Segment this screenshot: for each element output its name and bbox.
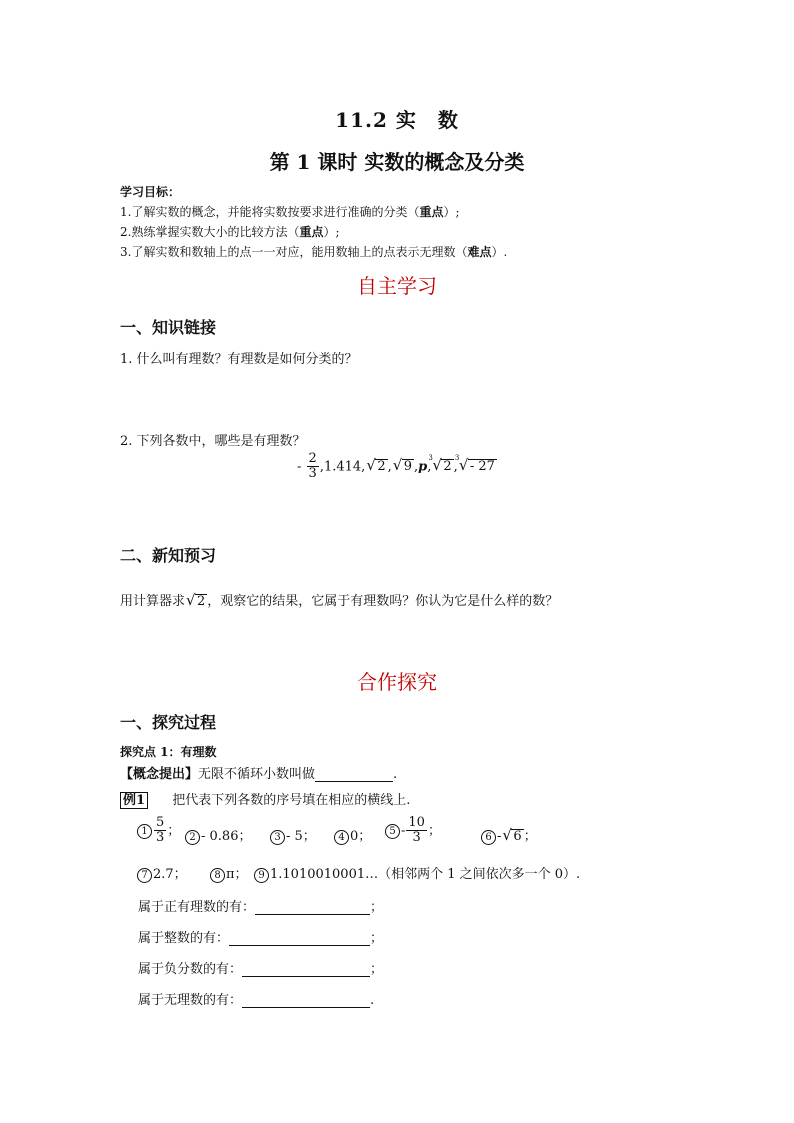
square-root [366, 456, 387, 475]
objective-number: 2. [120, 225, 132, 239]
concept-text: 无限不循环小数叫做 [198, 767, 316, 782]
objective-number: 1. [120, 205, 132, 219]
item-number: 1 [137, 824, 152, 839]
item-number: 7 [137, 868, 152, 883]
denominator: 3 [412, 830, 421, 846]
item-text: - 0.86； [201, 829, 252, 844]
radicand: - 27 [469, 459, 495, 475]
square-root [186, 591, 207, 610]
numerator: 5 [156, 815, 165, 830]
example-line [120, 789, 410, 808]
answer-line [138, 896, 383, 915]
item-number: 5 [385, 824, 400, 839]
answer-end: ； [370, 900, 384, 915]
example-item [481, 825, 537, 845]
radicand: 2 [443, 459, 452, 475]
answer-label: 属于负分数的有： [138, 962, 243, 977]
objective-suffix: ）; [443, 205, 460, 219]
objective-number: 3. [120, 245, 132, 259]
square-root [502, 826, 523, 845]
item-text: 1.1010010001…（相邻两个 1 之间依次多一个 0）. [270, 867, 581, 882]
concept-label: 【概念提出】 [120, 767, 199, 782]
answer-label: 属于整数的有： [138, 931, 230, 946]
objective-text: 了解实数的概念，并能将实数按要求进行准确的分类（ [131, 205, 420, 219]
answer-line [138, 989, 374, 1008]
comma: , [453, 459, 458, 475]
fraction [307, 452, 319, 482]
item-text: - 5； [286, 829, 316, 844]
explore-point: 探究点 1：有理数 [120, 745, 217, 759]
radicand: 2 [377, 459, 386, 475]
example-label: 例1 [120, 792, 148, 809]
pi-symbol: p [418, 459, 428, 475]
preview-text-after: ，观察它的结果，它属于有理数吗？你认为它是什么样的数？ [207, 594, 559, 609]
preview-text [120, 590, 558, 610]
objective-suffix: ）; [323, 225, 340, 239]
answer-blank[interactable] [242, 976, 370, 977]
minus-sign: - [497, 829, 502, 844]
minus-sign: - [297, 459, 302, 475]
fraction [154, 816, 166, 846]
objective-item [120, 223, 340, 240]
item-number: 3 [270, 830, 285, 845]
item-number: 6 [481, 830, 496, 845]
question-1: 1. 什么叫有理数？有理数是如何分类的？ [120, 352, 358, 367]
comma: , [414, 459, 419, 475]
radical-icon: √ [432, 456, 442, 475]
knowledge-link-heading: 一、知识链接 [120, 318, 217, 337]
objective-item [120, 203, 460, 220]
comma: , [427, 459, 432, 475]
item-number: 2 [185, 830, 200, 845]
example-item [334, 825, 371, 845]
answer-blank[interactable] [315, 781, 393, 782]
example-item [185, 825, 251, 845]
answer-line [138, 927, 383, 946]
root-index: 3 [428, 454, 433, 463]
numerator: 2 [308, 451, 317, 466]
answer-end: ； [370, 931, 384, 946]
list-value: ,1.414, [319, 459, 366, 475]
concept-end: . [393, 767, 398, 782]
numerator: 10 [408, 815, 425, 830]
item-number: 9 [254, 868, 269, 883]
objective-key: 重点 [299, 225, 324, 239]
cube-root [454, 454, 497, 475]
radicand: 9 [403, 459, 413, 475]
preview-heading: 二、新知预习 [120, 546, 217, 565]
radical-icon: √ [392, 456, 403, 475]
item-text: 0； [350, 829, 372, 844]
objective-key: 难点 [467, 245, 492, 259]
section-title: 11.2 实 数 [335, 108, 459, 132]
objective-suffix: ）. [491, 245, 508, 259]
answer-line [138, 958, 383, 977]
item-number: 8 [210, 868, 225, 883]
answer-blank[interactable] [255, 914, 370, 915]
item-text: 2.7； [153, 867, 187, 882]
cube-root [428, 454, 453, 475]
radical-icon: √ [502, 826, 512, 844]
item-tail: ； [523, 829, 537, 844]
example-item [137, 816, 180, 846]
item-tail: ； [167, 823, 181, 839]
answer-label: 属于正有理数的有： [138, 900, 256, 915]
objectives-heading: 学习目标： [120, 185, 181, 199]
fraction [406, 816, 427, 846]
question-2: 2. 下列各数中，哪些是有理数？ [120, 434, 306, 449]
item-text: π； [226, 867, 248, 882]
item-number: 4 [334, 830, 349, 845]
lesson-title: 第 1 课时 实数的概念及分类 [269, 150, 525, 174]
answer-label: 属于无理数的有： [138, 993, 243, 1008]
example-item [254, 863, 580, 883]
denominator: 3 [308, 466, 317, 482]
example-item [137, 863, 187, 883]
number-list [297, 452, 497, 482]
example-text: 把代表下列各数的序号填在相应的横线上. [172, 793, 411, 808]
objective-item [120, 243, 507, 260]
example-item [210, 863, 248, 883]
coop-banner: 合作探究 [357, 670, 437, 694]
answer-blank[interactable] [242, 1007, 370, 1008]
root-index: 3 [454, 454, 460, 463]
radical-icon: √ [366, 456, 376, 475]
example-item [385, 816, 441, 846]
radicand: 2 [197, 594, 206, 609]
objective-key: 重点 [419, 205, 444, 219]
objective-text: 了解实数和数轴上的点一一对应，能用数轴上的点表示无理数（ [131, 245, 468, 259]
item-tail: ； [427, 823, 441, 839]
objective-text: 熟练掌握实数大小的比较方法（ [131, 225, 300, 239]
radical-icon: √ [458, 456, 469, 475]
answer-blank[interactable] [229, 945, 370, 946]
minus-sign: - [401, 823, 406, 839]
square-root [392, 456, 414, 475]
answer-end: . [370, 993, 375, 1008]
explore-heading: 一、探究过程 [120, 713, 217, 732]
radical-icon: √ [186, 591, 196, 609]
answer-end: ； [370, 962, 384, 977]
radicand: 6 [513, 829, 522, 844]
example-item [270, 825, 316, 845]
preview-text-before: 用计算器求 [120, 594, 186, 609]
concept-line [120, 763, 397, 782]
comma: , [387, 459, 392, 475]
self-study-banner: 自主学习 [357, 274, 437, 298]
denominator: 3 [156, 830, 165, 846]
